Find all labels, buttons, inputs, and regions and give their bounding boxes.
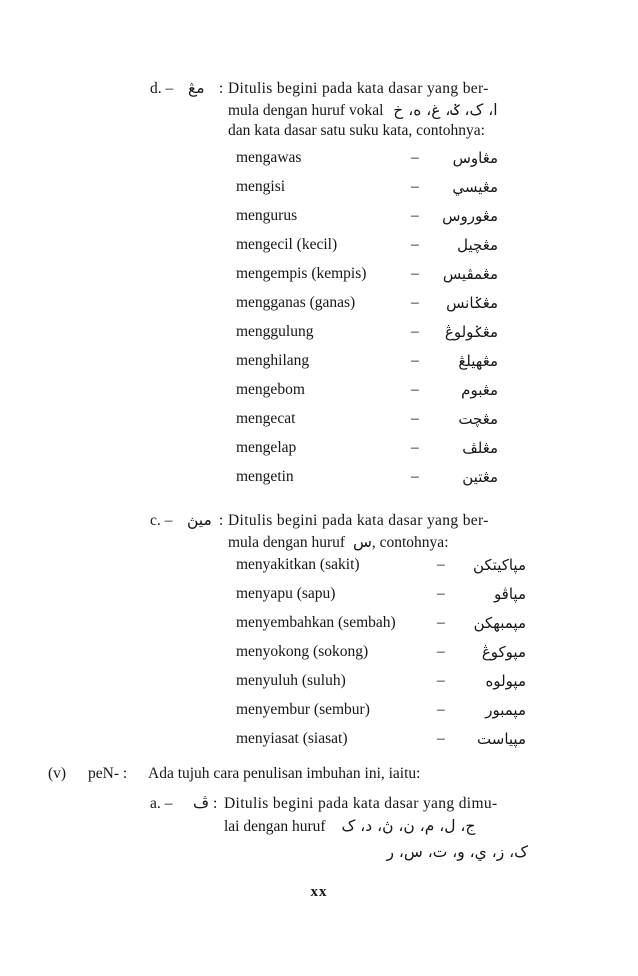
section-d-line2-letters: ا، ک، ݢ، غ، ه، خ [393, 101, 498, 119]
section-v-a-line2-text: lai dengan huruf [224, 818, 326, 835]
section-v-a-line1: Ditulis begini pada kata dasar yang dimu- [224, 795, 498, 812]
section-d-line1: Ditulis begini pada kata dasar yang ber- [228, 80, 489, 97]
page-number: xx [310, 884, 328, 900]
document-page: d. – مڠ : Ditulis begini pada kata dasar yang ber- mula dengan huruf vokal ا، ک، ݢ، غ، ه، خ dan kata dasar satu suku kata, contohnya: mengawas – مڠاوس mengisi – مڠيسي mengurus – مڠوروس mengecil (kecil) – مڠچيل mengempis (kempis) – مڠمڤيس mengganas (ganas) – مڠݢانس menggulung – مڠݢولوڠ menghilang – مڠهيلڠ mengebom – مڠبوم mengecat – مڠچت mengelap – مڠلڤ mengetin – مڠتين c. – ميڽ : Ditulis begini pada kata dasar yang ber- mula dengan huruf س, contohnya: menyakitkan (sakit) – مڽاکيتکن menyapu (sapu) – مڽاڤو menyembahkan (sembah) – مڽمبهکن menyokong (sokong) – مڽوکوڠ menyuluh (suluh) – مڽولوه menyembur (sembur) – مڽمبور menyiasat (siasat) – مڽياست (v) peN- : Ada tujuh cara penulisan imbuhan ini, iaitu: a. – ڤ : Ditulis begini pada kata dasar yang dimu- lai dengan huruf ج، ل، م، ن، ڽ، د، ک ک، ز، ي، و، ت، س، ر xx [0, 0, 638, 976]
section-v-intro: Ada tujuh cara penulisan imbuhan ini, iaitu: [148, 765, 421, 782]
section-d-colon: : [219, 80, 224, 97]
section-c-line2-letter: س [352, 533, 372, 551]
section-d-line3: dan kata dasar satu suku kata, contohnya: [228, 122, 485, 139]
section-d-marker: d. – [150, 80, 174, 97]
section-c-marker: c. – [150, 512, 173, 529]
section-v-a-affix: ڤ [193, 794, 210, 812]
section-c-colon: : [219, 512, 224, 529]
section-v-label: (v) [48, 765, 67, 782]
section-d-line2-text: mula dengan huruf vokal [228, 102, 384, 119]
section-c-line2-text-a: mula dengan huruf [228, 534, 346, 551]
section-c-line2 [228, 533, 449, 552]
section-c-line2-text-b: , contohnya: [371, 534, 449, 551]
section-v-a-line3-letters: ک، ز، ي، و، ت، س، ر [386, 843, 528, 861]
section-v-a-line2 [224, 817, 475, 836]
section-v-a-line2-letters: ج، ل، م، ن، ڽ، د، ک [341, 817, 476, 835]
section-c-line1: Ditulis begini pada kata dasar yang ber- [228, 512, 489, 529]
section-v-a-marker: a. – [150, 795, 173, 812]
section-v-term: peN- : [88, 765, 128, 782]
section-c-affix: ميڽ [187, 511, 212, 529]
section-d-affix: مڠ [188, 79, 205, 97]
section-d-line2 [228, 101, 498, 120]
section-v-a-colon: : [213, 795, 218, 812]
